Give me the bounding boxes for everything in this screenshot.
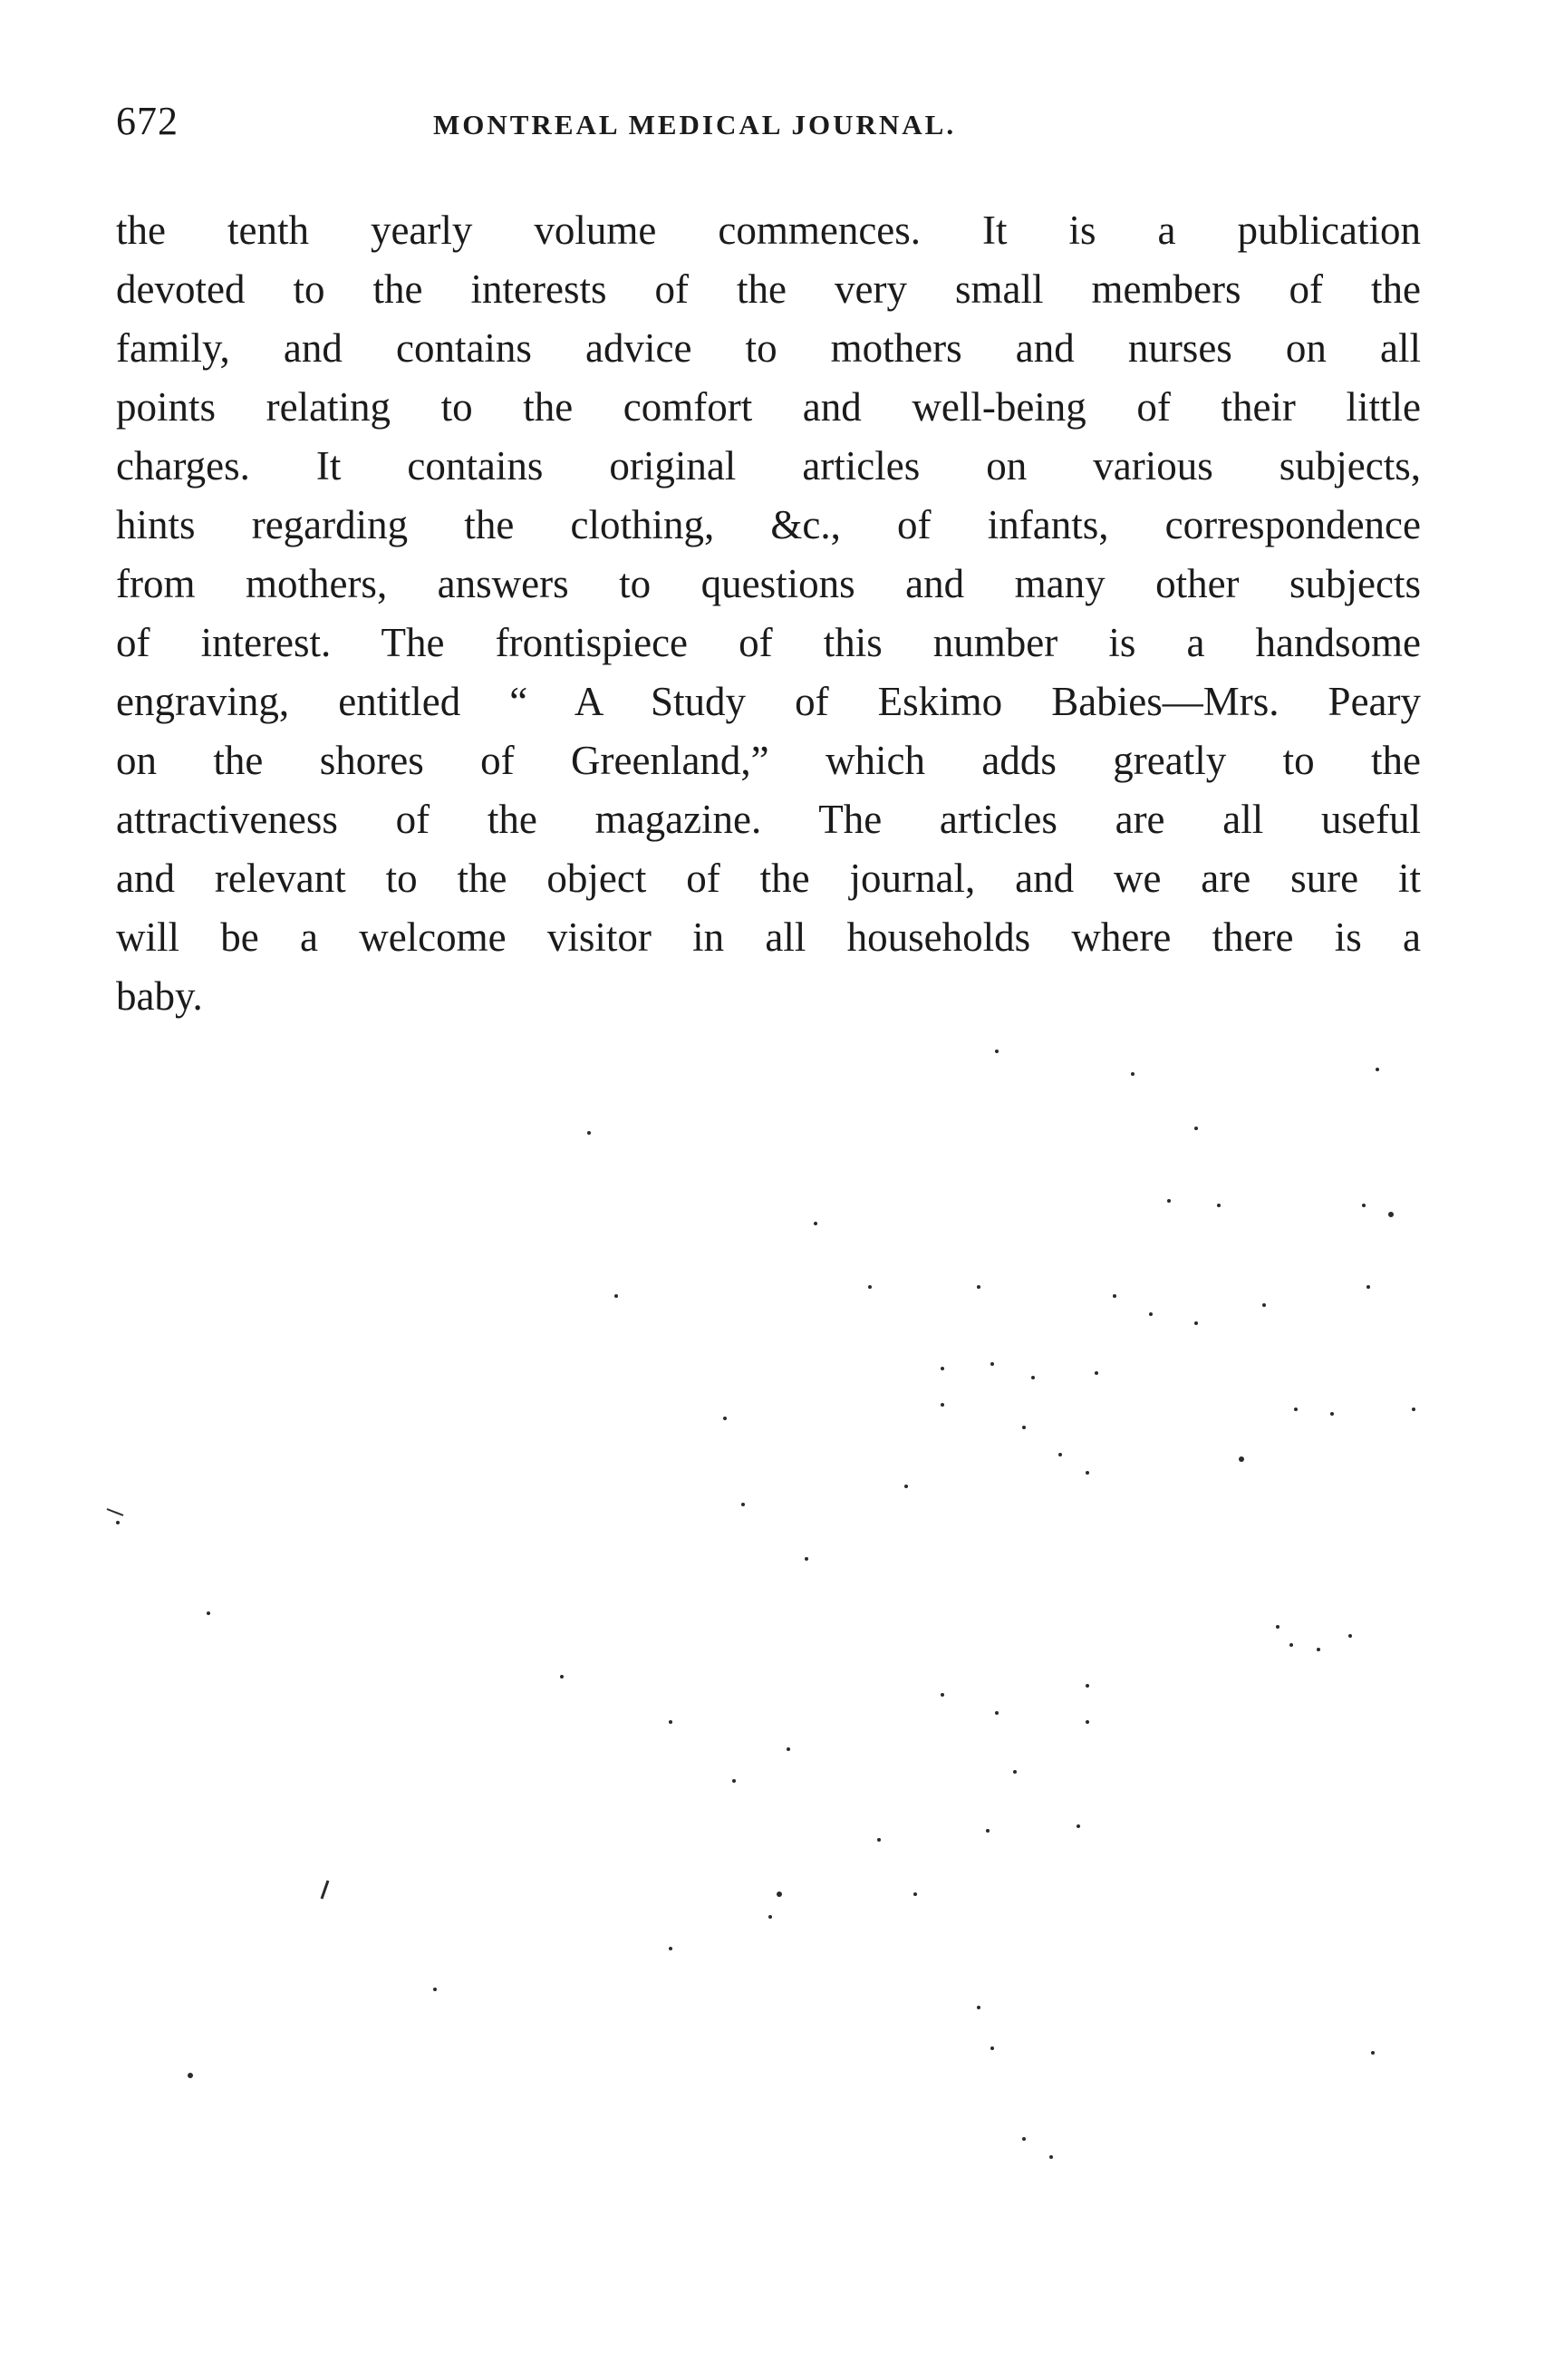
text-line: from mothers, answers to questions and many other subjects [116, 561, 1421, 606]
page-header [116, 98, 1421, 152]
text-line: the tenth yearly volume commences. It is a publication [116, 208, 1421, 253]
text-line: engraving, entitled “ A Study of Eskimo Babies—Mrs. Peary [116, 679, 1421, 724]
text-line: will be a welcome visitor in all households where there is a [116, 914, 1421, 960]
text-line: charges. It contains original articles on various subjects, [116, 443, 1421, 489]
text-line: points relating to the comfort and well-being of their little [116, 384, 1421, 430]
page-number: 672 [116, 99, 179, 143]
body-paragraph [116, 201, 1421, 1026]
text-line: baby. [116, 973, 203, 1019]
text-line: attractiveness of the magazine. The articles are all useful [116, 797, 1421, 842]
text-line: on the shores of Greenland,” which adds greatly to the [116, 738, 1421, 783]
text-line: devoted to the interests of the very small members of the [116, 266, 1421, 312]
text-line: family, and contains advice to mothers and nurses on all [116, 325, 1421, 371]
text-line: hints regarding the clothing, &c., of infants, correspondence [116, 502, 1421, 547]
running-head: MONTREAL MEDICAL JOURNAL. [433, 109, 957, 140]
text-line: and relevant to the object of the journal, and we are sure it [116, 856, 1421, 901]
text-line: of interest. The frontispiece of this number is a handsome [116, 620, 1421, 665]
